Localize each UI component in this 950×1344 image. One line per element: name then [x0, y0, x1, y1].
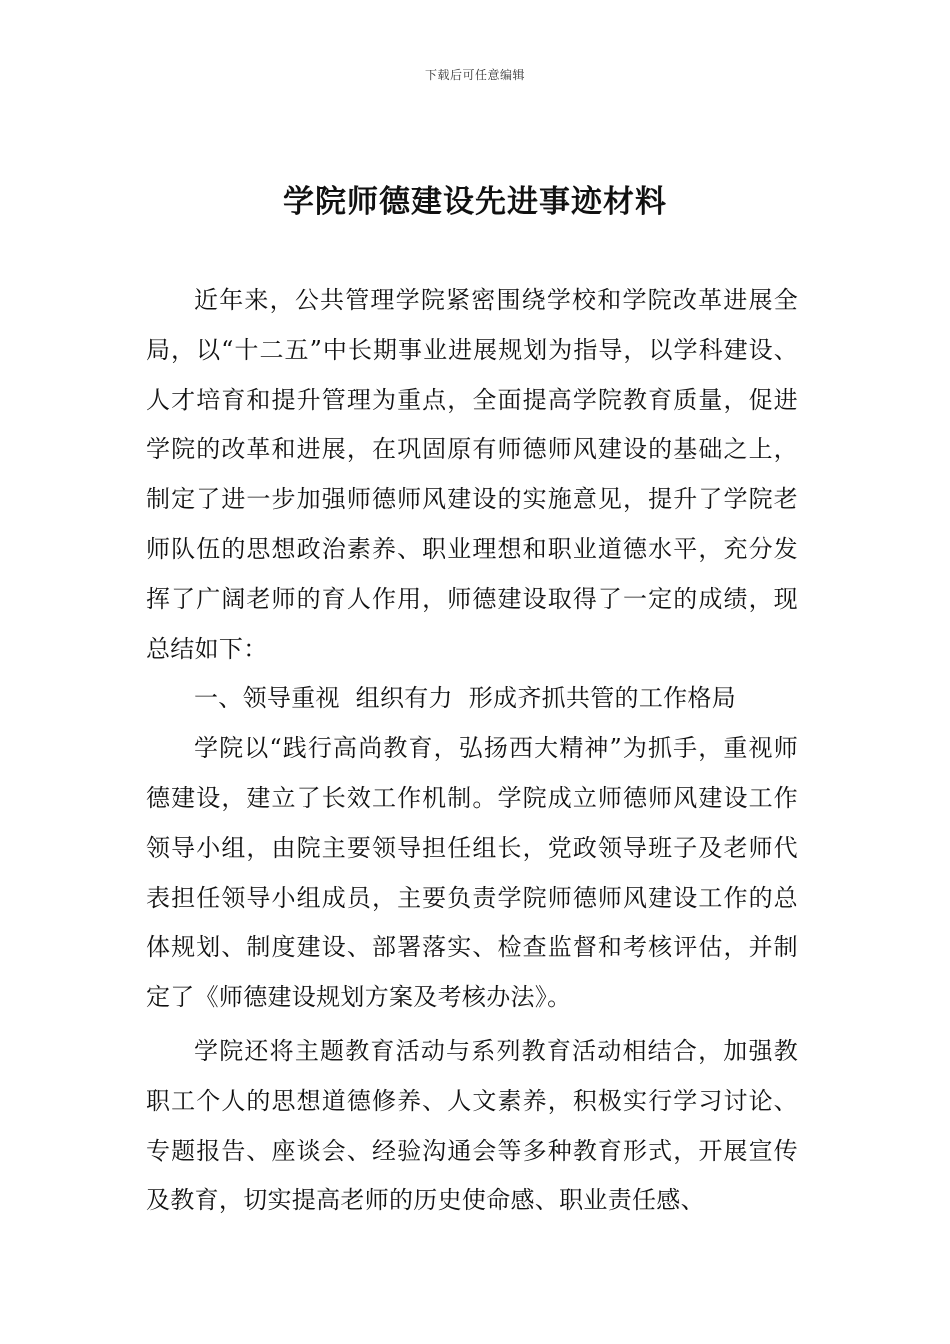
header-note: 下载后可任意编辑: [424, 68, 525, 82]
document-title: 学院师德建设先进事迹材料: [283, 184, 667, 220]
section-heading-1: 一、领导重视 组织有力 形成齐抓共管的工作格局: [194, 684, 737, 713]
document-body: [146, 276, 798, 1226]
paragraph-intro: 近年来，公共管理学院紧密围绕学校和学院改革进展全局，以“十二五”中长期事业进展规划为指导，以学科建设、人才培育和提升管理为重点，全面提高学院教育质量，促进学院的改革和进展，在巩固原有师德师风建设的基础之上，制定了进一步加强师德师风建设的实施意见，提升了学院老师队伍的思想政治素养、职业理想和职业道德水平，充分发挥了广阔老师的育人作用，师德建设取得了一定的成绩，现总结如下：: [146, 286, 798, 663]
paragraph-leadership: 学院以“践行高尚教育，弘扬西大精神”为抓手，重视师德建设，建立了长效工作机制。学院成立师德师风建设工作领导小组，由院主要领导担任组长，党政领导班子及老师代表担任领导小组成员，主要负责学院师德师风建设工作的总体规划、制度建设、部署落实、检查监督和考核评估，并制定了《师德建设规划方案及考核办法》。: [146, 734, 798, 1012]
paragraph-education: 学院还将主题教育活动与系列教育活动相结合，加强教职工个人的思想道德修养、人文素养，积极实行学习讨论、专题报告、座谈会、经验沟通会等多种教育形式，开展宣传及教育，切实提高老师的历史使命感、职业责任感、: [146, 1036, 798, 1215]
